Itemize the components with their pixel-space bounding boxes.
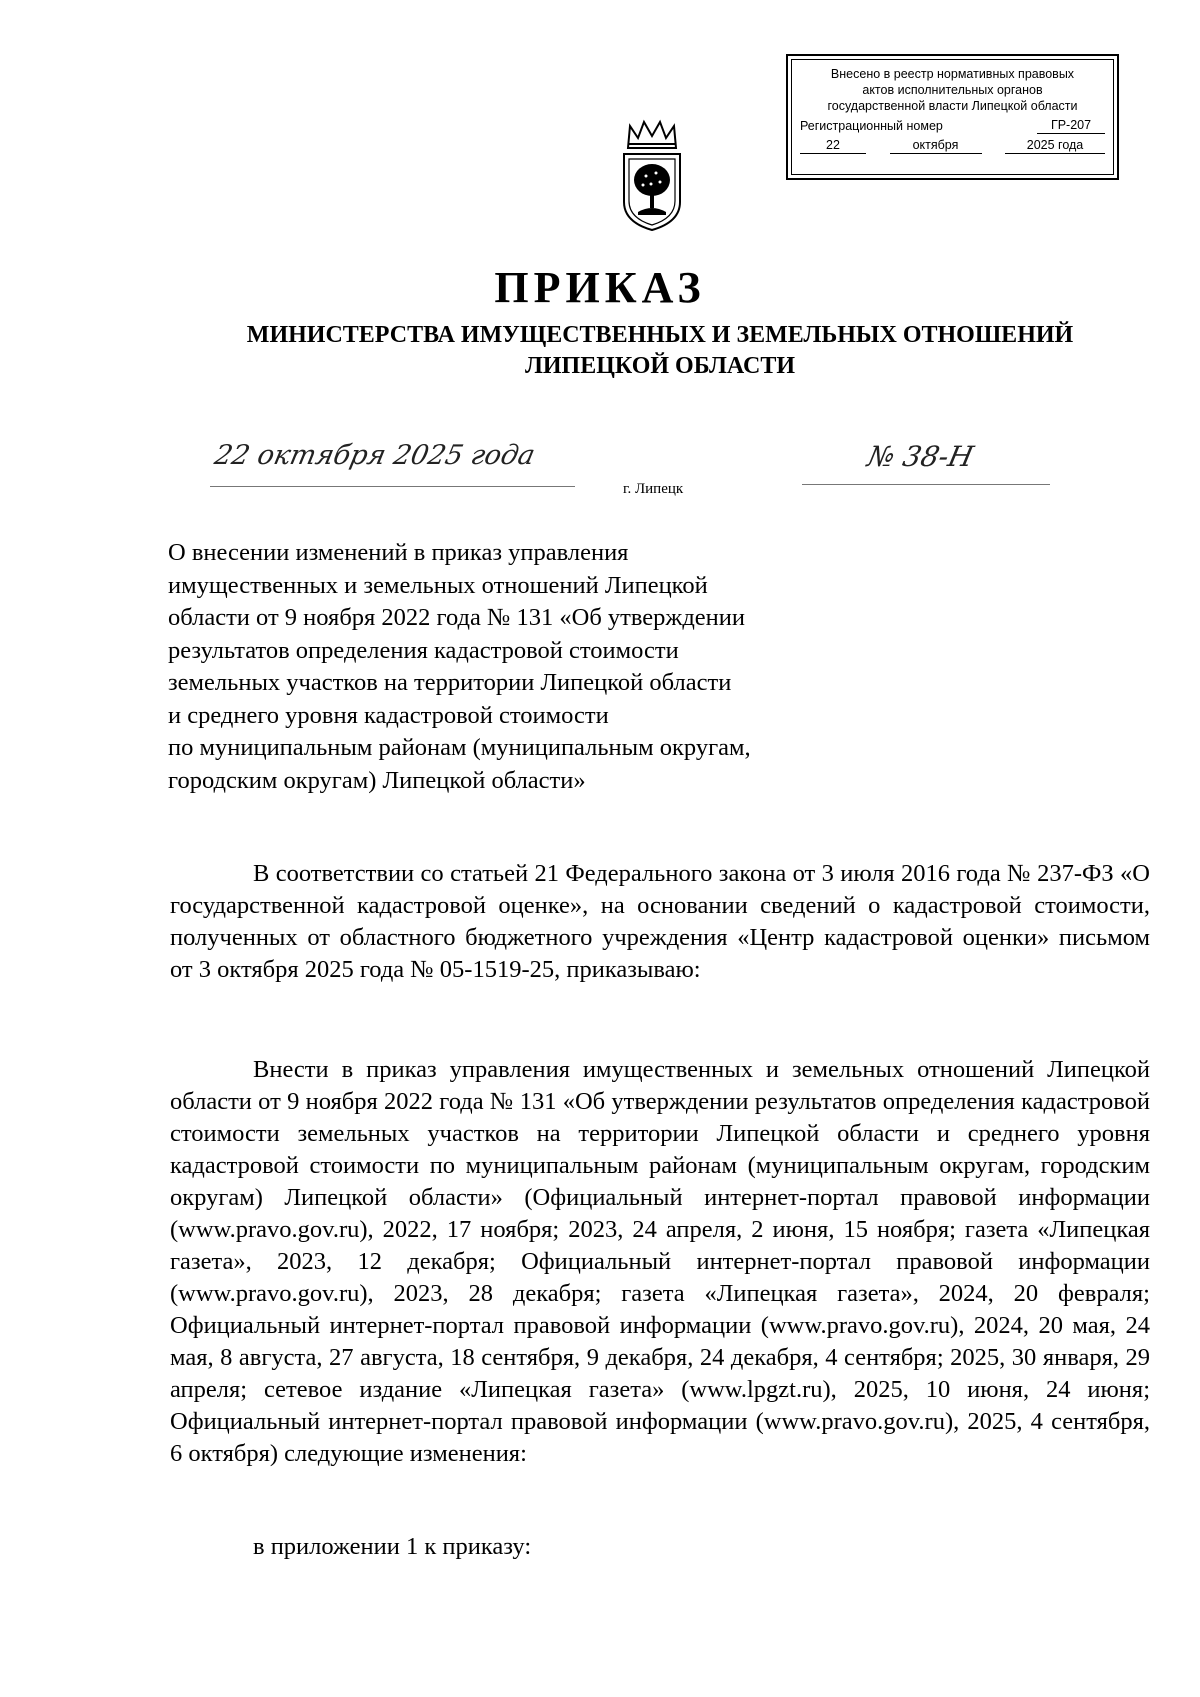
stamp-line-1: Внесено в реестр нормативных правовых [830, 67, 1075, 81]
stamp-line-2: актов исполнительных органов [862, 83, 1043, 97]
issuer-name [0, 320, 1200, 382]
issuer-line-2: ЛИПЕЦКОЙ ОБЛАСТИ [525, 353, 795, 379]
paragraph-amendment: Внести в приказ управления имущественных и земельных отношений Липецкой области от 9 ноября 2022 года № 131 «Об утверждении результатов определения кадастровой стоимости земельных участков на территории Липецкой области и среднего уровня кадастровой стоимости по муниципальным районам (муниципальным округам, городским округам) Липецкой области» (Официальный интернет-портал правовой информации (www.pravo.gov.ru), 2022, 17 ноября; 2023, 24 апреля, 2 июня, 15 ноября; газета «Липецкая газета», 2023, 12 декабря; Официальный интернет-портал правовой информации (www.pravo.gov.ru), 2023, 28 декабря; газета «Липецкая газета», 2024, 20 февраля; Официальный интернет-портал правовой информации (www.pravo.gov.ru), 2024, 20 мая, 24 мая, 8 августа, 27 августа, 18 сентября, 9 декабря, 24 декабря, 4 сентября; 2025, 30 января, 29 апреля; сетевое издание «Липецкая газета» (www.lpgzt.ru), 2025, 10 июня, 24 июня; Официальный интернет-портал правовой информации (www.pravo.gov.ru), 2025, 4 сентября, 6 октября) следующие изменения: [170, 1056, 1150, 1467]
coat-of-arms-icon [616, 118, 688, 234]
order-heading: О внесении изменений в приказ управления имущественных и земельных отношений Липецкой области от 9 ноября 2022 года № 131 «Об утверждении результатов определения кадастровой стоимости земельных участков на территории Липецкой области и среднего уровня кадастровой стоимости по муниципальным районам (муниципальным округам, городским округам) Липецкой области» [168, 539, 751, 794]
stamp-month: октября [890, 137, 982, 154]
stamp-reg-label: Регистрационный номер [800, 119, 943, 133]
handwritten-number: № 38-Н [864, 440, 977, 473]
city-label: г. Липецк [623, 481, 684, 497]
stamp-line-3: государственной власти Липецкой области [827, 99, 1078, 113]
handwritten-date: 22 октября 2025 года [211, 440, 538, 471]
registry-stamp [786, 54, 1119, 180]
paragraph-annex: в приложении 1 к приказу: [253, 1533, 532, 1560]
date-underline [210, 486, 575, 487]
stamp-inner-border [791, 59, 1114, 175]
paragraph-basis: В соответствии со статьей 21 Федерального закона от 3 июля 2016 года № 237-ФЗ «О государственной кадастровой оценке», на основании сведений о кадастровой стоимости, полученных от областного бюджетного учреждения «Центр кадастровой оценки» письмом от 3 октября 2025 года № 05-1519-25, приказываю: [170, 860, 1150, 983]
stamp-day: 22 [800, 137, 866, 154]
stamp-year: 2025 года [1005, 137, 1105, 154]
issuer-line-1: МИНИСТЕРСТВА ИМУЩЕСТВЕННЫХ И ЗЕМЕЛЬНЫХ ОТНОШЕНИЙ [246, 322, 1074, 348]
number-underline [802, 484, 1050, 485]
stamp-reg-number: ГР-207 [1037, 117, 1105, 134]
document-title: ПРИКАЗ [494, 263, 706, 312]
